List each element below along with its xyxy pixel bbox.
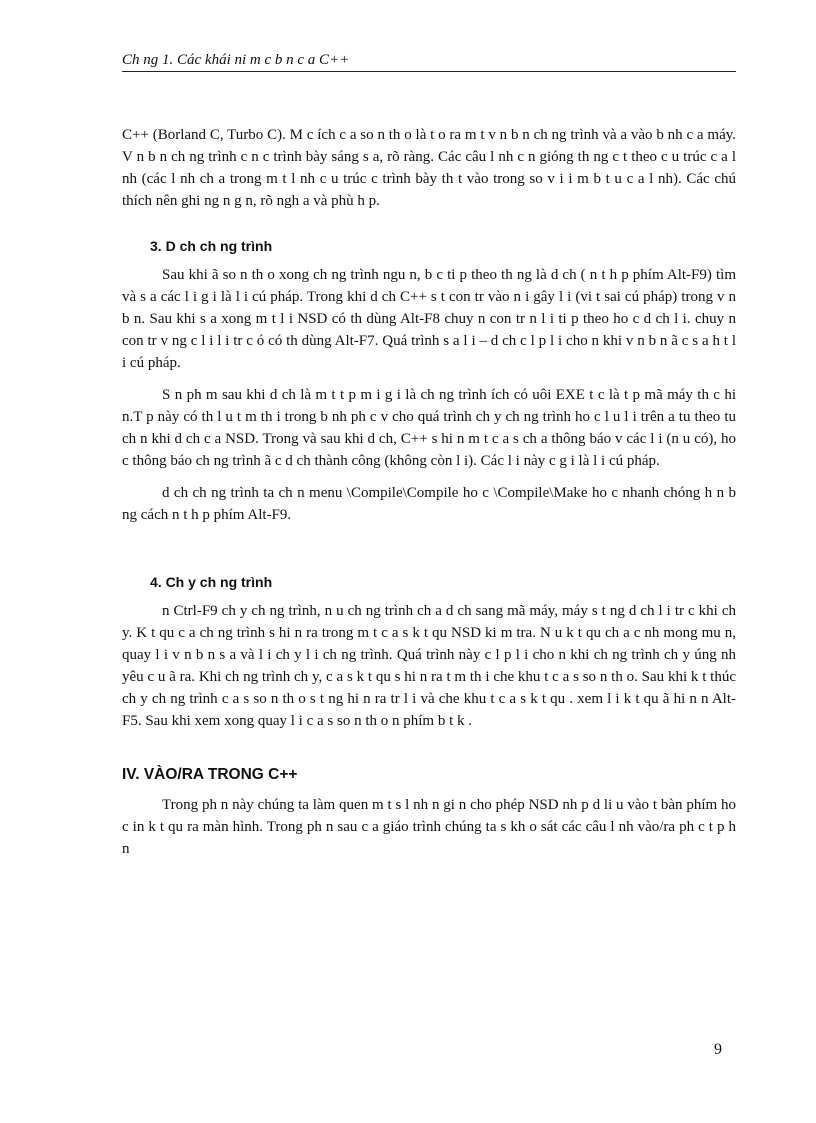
section-heading-compile: 3. D ch ch ng trình [150, 238, 273, 254]
paragraph-compile-3: d ch ch ng trình ta ch n menu \Compile\Compile ho c \Compile\Make ho c nhanh chóng h n b ng cách n t h p phím Alt-F9. [122, 485, 736, 523]
spacer [122, 536, 736, 572]
spacer [122, 742, 736, 764]
page-number: 9 [714, 1041, 722, 1058]
spacer [122, 222, 736, 236]
section-heading-run: 4. Ch y ch ng trình [150, 574, 273, 590]
page-content [122, 124, 736, 870]
paragraph-run-1: n Ctrl-F9 ch y ch ng trình, n u ch ng trình ch a d ch sang mã máy, máy s t ng d ch l i tr c khi ch y. K t qu c a ch ng trình s hi n ra trong m t c a s k t qu NSD ki m tra. N u k t qu ch a c nh mong mu n, quay l i v n b n s a và l i ch y l i ch ng trình. Quá trình này c l p l i cho n khi ch ng trình ch y úng nh yêu c u ã ra. Khi ch ng trình ch y, c a s k t qu s hi n ra t m th i che khu t c a s so n th o. Sau khi k t thúc ch y ch ng trình c a s so n th o s t ng hi n ra tr l i và che khu t c a s k t qu . xem l i k t qu ã hi n n Alt-F5. Sau khi xem xong quay l i c a s so n th o n phím b t k . [122, 603, 736, 729]
chapter-section-heading-io: IV. VÀO/RA TRONG C++ [122, 766, 298, 783]
running-header: Ch ng 1. Các khái ni m c b n c a C++ [122, 52, 350, 68]
header-divider [122, 71, 736, 72]
paragraph-io-1: Trong ph n này chúng ta làm quen m t s l nh n gi n cho phép NSD nh p d li u vào t bàn phím ho c in k t qu ra màn hình. Trong ph n sau c a giáo trình chúng ta s kh o sát các câu l nh vào/ra ph c t p h n [122, 797, 736, 857]
paragraph-compile-1: Sau khi ã so n th o xong ch ng trình ngu n, b c ti p theo th ng là d ch ( n t h p phím Alt-F9) tìm và s a các l i g i là l i cú pháp. Trong khi d ch C++ s t con tr vào n i gây l i (vi t sai cú pháp) trong v n b n. Sau khi s a xong m t l i NSD có th dùng Alt-F8 chuy n con tr n l i ti p theo ho c d ch l i. chuy n con tr v ng c l i l i tr c ó có th dùng Alt-F7. Quá trình s a l i – d ch c l p l i cho n khi v n b n ã c s a h t l i cú pháp. [122, 267, 736, 371]
paragraph-intro: C++ (Borland C, Turbo C). M c ích c a so n th o là t o ra m t v n b n ch ng trình và a vào b nh c a máy. V n b n ch ng trình c n c trình bày sáng s a, rõ ràng. Các câu l nh c n gióng th ng c t theo c u trúc c a l nh (các l nh ch a trong m t l nh c u trúc c trình bày th t vào trong so v i i m b t u c a l nh). Các chú thích nên ghi ng n g n, rõ ngh a và phù h p. [122, 127, 736, 209]
paragraph-compile-2: S n ph m sau khi d ch là m t t p m i g i là ch ng trình ích có uôi EXE t c là t p mã máy th c hi n.T p này có th l u t m th i trong b nh ph c v cho quá trình ch y ch ng trình ho c l u l i trên a tu theo tu ch n khi d ch c a NSD. Trong và sau khi d ch, C++ s hi n m t c a s ch a thông báo v các l i (n u có), ho c thông báo ch ng trình ã c d ch thành công (không còn l i). Các l i này c g i là l i cú pháp. [122, 387, 736, 469]
